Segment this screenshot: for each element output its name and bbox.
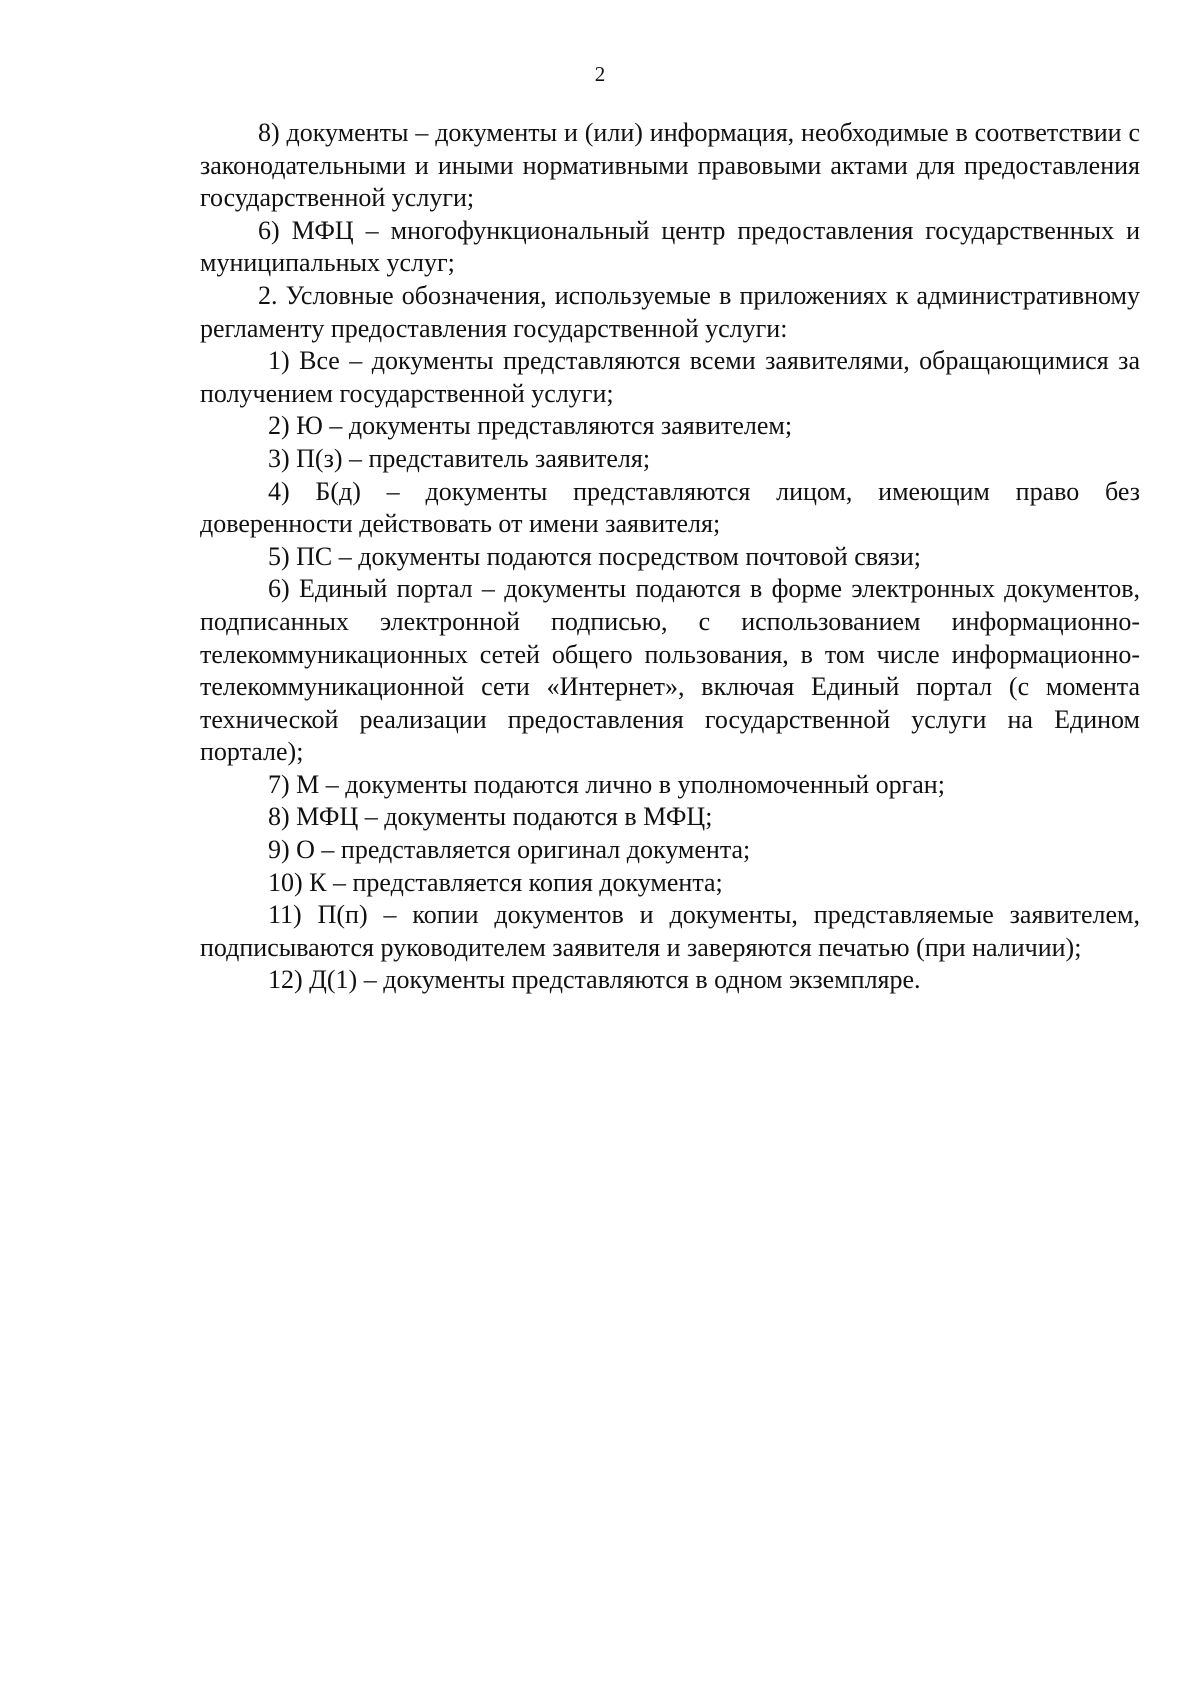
definition-item: 8) документы – документы и (или) информация, необходимые в соответствии с законодательными и иными нормативными правовыми актами для предоставления государственной услуги;	[200, 118, 1140, 213]
list-item: 12) Д(1) – документы представляются в одном экземпляре.	[268, 965, 921, 995]
list-item: 7) М – документы подаются лично в уполномоченный орган;	[268, 769, 945, 799]
list-item: 9) О – представляется оригинал документа;	[268, 835, 751, 865]
list-item: 6) Единый портал – документы подаются в форме электронных документов, подписанных электронной подписью, с использованием информационно-телекоммуникационных сетей общего пользования, в том числе информационно-телекоммуникационной сети «Интернет», включая Единый портал (с момента технической реализации предоставления государственной услуги на Едином портале);	[200, 574, 1140, 767]
document-body	[200, 117, 1140, 997]
list-item: 8) МФЦ – документы подаются в МФЦ;	[268, 802, 713, 832]
list-item: 4) Б(д) – документы представляются лицом, имеющим право без доверенности действовать от имени заявителя;	[200, 476, 1140, 539]
list-item: 2) Ю – документы представляются заявителем;	[268, 411, 793, 441]
list-item: 1) Все – документы представляются всеми заявителями, обращающимися за получением государственной услуги;	[200, 346, 1140, 408]
list-item: 10) К – представляется копия документа;	[268, 867, 723, 897]
definition-item: 6) МФЦ – многофункциональный центр предоставления государственных и муниципальных услуг;	[200, 215, 1140, 278]
page-number: 2	[594, 62, 606, 86]
list-item: 11) П(п) – копии документов и документы, представляемые заявителем, подписываются руководителем заявителя и заверяются печатью (при наличии);	[200, 900, 1140, 962]
section-heading: 2. Условные обозначения, используемые в приложениях к административному регламенту предоставления государственной услуги:	[200, 280, 1140, 343]
list-item: 3) П(з) – представитель заявителя;	[268, 443, 651, 473]
list-item: 5) ПС – документы подаются посредством почтовой связи;	[268, 541, 922, 571]
